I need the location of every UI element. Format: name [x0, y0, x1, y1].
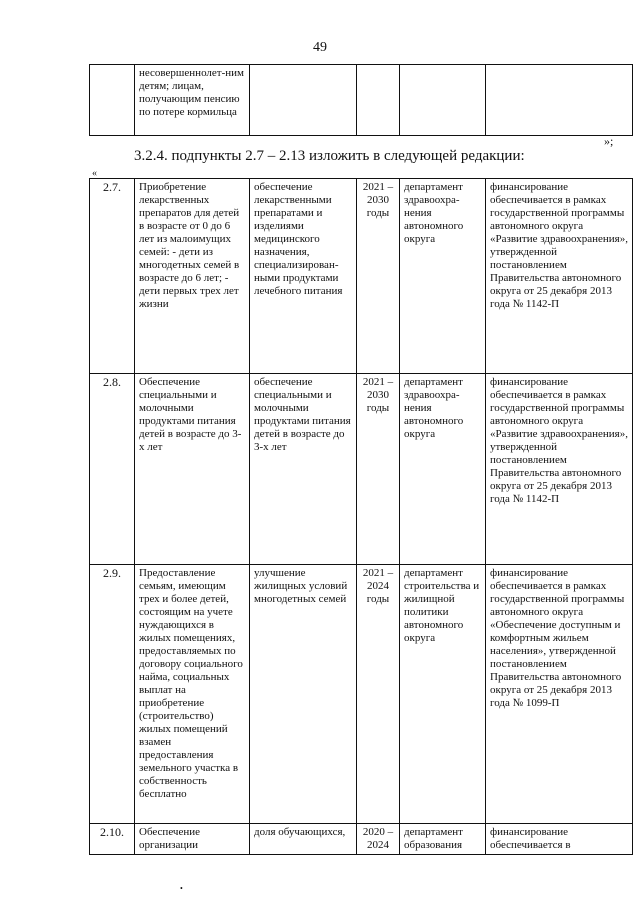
executor-cell: департамент строительства и жилищной политики автономного округа: [400, 565, 486, 824]
executor-cell: департамент здравоохра-нения автономного округа: [400, 179, 486, 374]
result-cell: улучшение жилищных условий многодетных семей: [250, 565, 357, 824]
row-number: 2.9.: [90, 565, 135, 824]
financing-cell: финансирование обеспечивается в рамках государственной программы автономного округа «Развитие здравоохранения», утвержденной постановлением Правительства автономного округа от 25 декабря 2013 года № 1142-П: [486, 374, 633, 565]
measure-cell: Обеспечение организации: [135, 824, 250, 855]
opening-quote: «: [92, 168, 97, 179]
financing-cell: финансирование обеспечивается в рамках государственной программы автономного округа «Обеспечение доступным и комфортным жильем населения», утвержденной постановлением Правительства автономного округа от 25 декабря 2013 года № 1099-П: [486, 565, 633, 824]
result-cell: обеспечение лекарственными препаратами и изделиями медицинского назначения, специализирован-ными продуктами лечебного питания: [250, 179, 357, 374]
period-cell: 2021 – 2030 годы: [357, 179, 400, 374]
measure-cell: Предоставление семьям, имеющим трех и более детей, состоящим на учете нуждающихся в жилых помещениях, предоставляемых по договору социального найма, социальных выплат на приобретение (строительство) жилых помещений взамен предоставления земельного участка в собственность бесплатно: [135, 565, 250, 824]
table-row: [90, 374, 633, 565]
period-cell: 2021 – 2024 годы: [357, 565, 400, 824]
executor-cell: департамент образования: [400, 824, 486, 855]
result-cell: обеспечение специальными и молочными продуктами питания детей в возрасте до 3-х лет: [250, 374, 357, 565]
result-cell: доля обучающихся,: [250, 824, 357, 855]
financing-cell: финансирование обеспечивается в: [486, 824, 633, 855]
continuation-text: несовершеннолет-ним детям; лицам, получающим пенсию по потере кормильца: [135, 65, 250, 136]
table-row: [90, 824, 633, 855]
table-row: [90, 565, 633, 824]
page-number: 49: [313, 40, 327, 55]
financing-cell: финансирование обеспечивается в рамках государственной программы автономного округа «Развитие здравоохранения», утвержденной постановлением Правительства автономного округа от 25 декабря 2013 года № 1142-П: [486, 179, 633, 374]
row-number: 2.10.: [90, 824, 135, 855]
row-number: 2.8.: [90, 374, 135, 565]
measure-cell: Приобретение лекарственных препаратов для детей в возрасте от 0 до 6 лет из малоимущих семей: - дети из многодетных семей в возрасте до 6 лет; - дети первых трех лет жизни: [135, 179, 250, 374]
section-heading: 3.2.4. подпункты 2.7 – 2.13 изложить в следующей редакции:: [134, 148, 525, 164]
table-row: [90, 179, 633, 374]
row-number: 2.7.: [90, 179, 135, 374]
measures-table: [89, 178, 633, 855]
executor-cell: департамент здравоохра-нения автономного округа: [400, 374, 486, 565]
measure-cell: Обеспечение специальными и молочными продуктами питания детей в возрасте до 3-х лет: [135, 374, 250, 565]
period-cell: 2021 – 2030 годы: [357, 374, 400, 565]
stray-mark: •: [180, 884, 183, 893]
closing-quote: »;: [604, 134, 614, 148]
continuation-table: [89, 64, 633, 136]
period-cell: 2020 – 2024: [357, 824, 400, 855]
continuation-row: [90, 65, 633, 136]
